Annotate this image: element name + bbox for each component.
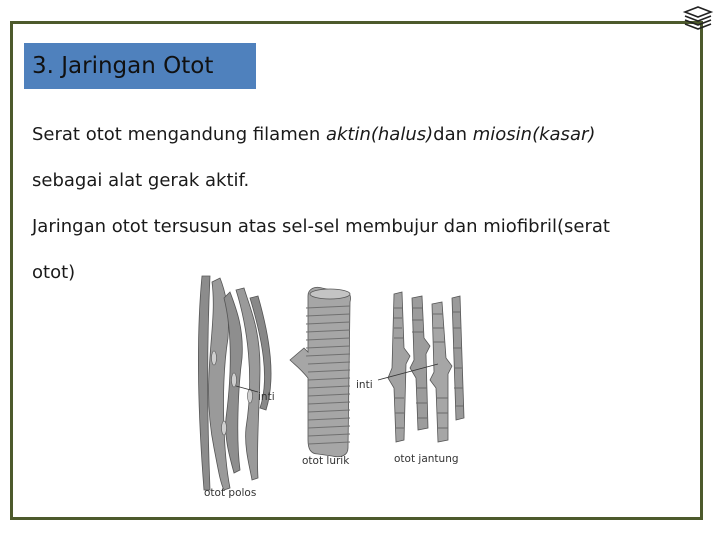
label-inti-right: inti <box>356 379 373 391</box>
label-inti-left: inti <box>258 391 275 403</box>
paragraph-1-line-1 <box>32 112 672 158</box>
muscle-tissue-figure <box>190 268 490 508</box>
striated-muscle-illustration <box>290 287 351 456</box>
label-otot-polos: otot polos <box>204 487 257 499</box>
smooth-muscle-nucleus <box>248 389 253 403</box>
inti-pointer-right <box>378 364 438 380</box>
paragraph-2-line-1: Jaringan otot tersusun atas sel-sel membujur dan miofibril(serat <box>32 216 610 237</box>
aktin-term: aktin(halus) <box>325 124 434 145</box>
label-otot-jantung: otot jantung <box>394 453 459 465</box>
title-box <box>24 43 256 89</box>
slide-title: 3. Jaringan Otot <box>32 53 214 79</box>
stacked-books-icon <box>682 4 714 32</box>
paragraph-1-text-a: Serat otot mengandung filamen <box>32 124 326 145</box>
smooth-muscle-nucleus <box>232 373 237 387</box>
paragraph-1-text-b: dan <box>433 124 473 145</box>
smooth-muscle-nucleus <box>212 351 217 365</box>
cardiac-muscle-illustration <box>378 292 464 442</box>
miosin-term: miosin(kasar) <box>472 124 596 145</box>
paragraph-1-line-2: sebagai alat gerak aktif. <box>32 170 250 191</box>
smooth-muscle-nucleus <box>222 421 227 435</box>
label-otot-lurik: otot lurik <box>302 455 350 467</box>
paragraph-2-line-2: otot) <box>32 262 76 283</box>
smooth-muscle-illustration <box>199 276 272 490</box>
